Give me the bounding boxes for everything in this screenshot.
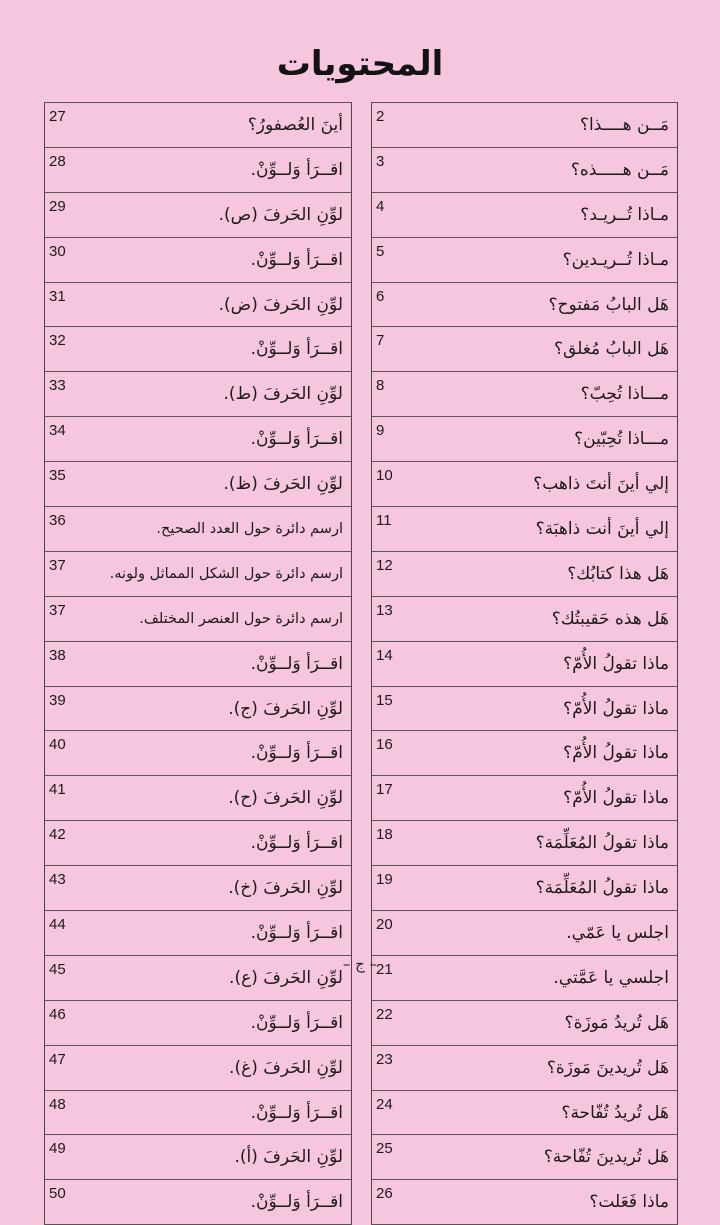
toc-page-number: 19 bbox=[372, 866, 413, 911]
toc-page-number: 23 bbox=[372, 1045, 413, 1090]
toc-row bbox=[45, 147, 352, 192]
toc-entry-title: لوِّنِ الحَرفَ (ع). bbox=[85, 955, 352, 1000]
toc-row bbox=[372, 686, 678, 731]
toc-entry-title: ماذا تقولُ المُعَلِّمَة؟ bbox=[412, 866, 678, 911]
toc-row bbox=[372, 911, 678, 956]
toc-entry-title: مـاذا تُــريـدين؟ bbox=[412, 237, 678, 282]
toc-entry-title: اقــرَأ وَلــوِّنْ. bbox=[85, 147, 352, 192]
toc-page-number: 49 bbox=[45, 1135, 86, 1180]
toc-entry-title: ماذا تقولُ الأُمّ؟ bbox=[412, 686, 678, 731]
toc-page-number: 22 bbox=[372, 1000, 413, 1045]
toc-row bbox=[45, 1135, 352, 1180]
toc-entry-title: هَل هذا كتابُك؟ bbox=[412, 551, 678, 596]
toc-entry-title: هَل هذه حَقيبتُك؟ bbox=[412, 596, 678, 641]
toc-entry-title: اقــرَأ وَلــوِّنْ. bbox=[85, 1180, 352, 1225]
toc-page-number: 47 bbox=[45, 1045, 86, 1090]
toc-page-number: 12 bbox=[372, 551, 413, 596]
toc-table-left bbox=[44, 102, 352, 1225]
toc-entry-title: اقــرَأ وَلــوِّنْ. bbox=[85, 641, 352, 686]
toc-row bbox=[45, 731, 352, 776]
toc-row bbox=[45, 192, 352, 237]
toc-row bbox=[45, 776, 352, 821]
toc-row bbox=[372, 417, 678, 462]
toc-page-number: 21 bbox=[372, 955, 413, 1000]
page-title: المحتويات bbox=[276, 44, 444, 84]
toc-entry-title: اقــرَأ وَلــوِّنْ. bbox=[85, 731, 352, 776]
toc-entry-title: إلي أينَ أنت ذاهبَة؟ bbox=[412, 507, 678, 552]
toc-page-number: 43 bbox=[45, 866, 86, 911]
toc-page-number: 40 bbox=[45, 731, 86, 776]
toc-page-number: 45 bbox=[45, 955, 86, 1000]
toc-row bbox=[372, 147, 678, 192]
toc-entry-title: هَل البابُ مُغلق؟ bbox=[412, 327, 678, 372]
toc-page-number: 33 bbox=[45, 372, 86, 417]
toc-row bbox=[45, 866, 352, 911]
toc-page-number: 37 bbox=[45, 596, 86, 641]
toc-entry-title: اقــرَأ وَلــوِّنْ. bbox=[85, 327, 352, 372]
toc-row bbox=[372, 641, 678, 686]
toc-page-number: 7 bbox=[372, 327, 413, 372]
toc-page-number: 14 bbox=[372, 641, 413, 686]
toc-row bbox=[45, 417, 352, 462]
toc-entry-title: مـــاذا تُحِبّين؟ bbox=[412, 417, 678, 462]
toc-entry-title: لوِّنِ الحَرفَ (ط). bbox=[85, 372, 352, 417]
toc-entry-title: لوِّنِ الحَرفَ (أ). bbox=[85, 1135, 352, 1180]
toc-page-number: 25 bbox=[372, 1135, 413, 1180]
toc-row bbox=[372, 776, 678, 821]
toc-entry-title: ارسم دائرة حول العنصر المختلف. bbox=[85, 596, 352, 641]
toc-row bbox=[372, 1135, 678, 1180]
toc-entry-title: مـــاذا تُحِبّ؟ bbox=[412, 372, 678, 417]
page-number-footer: – ج – bbox=[342, 955, 378, 973]
toc-page-number: 36 bbox=[45, 507, 86, 552]
toc-entry-title: اجلسي يا عَمَّتي. bbox=[412, 955, 678, 1000]
toc-entry-title: اقــرَأ وَلــوِّنْ. bbox=[85, 821, 352, 866]
toc-row bbox=[45, 686, 352, 731]
toc-page-number: 37 bbox=[45, 551, 86, 596]
toc-entry-title: أينَ العُصفورُ؟ bbox=[85, 103, 352, 148]
toc-entry-title: إلي أينَ أنتَ ذاهب؟ bbox=[412, 462, 678, 507]
toc-row bbox=[372, 237, 678, 282]
toc-entry-title: ماذا فَعَلت؟ bbox=[412, 1180, 678, 1225]
toc-entry-title: اجلس يا عَمّي. bbox=[412, 911, 678, 956]
toc-row bbox=[45, 237, 352, 282]
toc-row bbox=[372, 1090, 678, 1135]
toc-page-number: 15 bbox=[372, 686, 413, 731]
toc-row bbox=[45, 1180, 352, 1225]
toc-entry-title: لوِّنِ الحَرفَ (ض). bbox=[85, 282, 352, 327]
toc-row bbox=[45, 911, 352, 956]
toc-entry-title: مـاذا تُــريـد؟ bbox=[412, 192, 678, 237]
toc-entry-title: اقــرَأ وَلــوِّنْ. bbox=[85, 1090, 352, 1135]
toc-entry-title: لوِّنِ الحَرفَ (خ). bbox=[85, 866, 352, 911]
toc-page-number: 9 bbox=[372, 417, 413, 462]
toc-entry-title: لوِّنِ الحَرفَ (غ). bbox=[85, 1045, 352, 1090]
toc-row bbox=[372, 866, 678, 911]
toc-entry-title: ماذا تقولُ الأُمّ؟ bbox=[412, 776, 678, 821]
toc-entry-title: مَــن هـــــذه؟ bbox=[412, 147, 678, 192]
toc-row bbox=[372, 282, 678, 327]
toc-entry-title: مَــن هــــذا؟ bbox=[412, 103, 678, 148]
toc-page-number: 38 bbox=[45, 641, 86, 686]
toc-row bbox=[45, 1045, 352, 1090]
toc-page-number: 32 bbox=[45, 327, 86, 372]
toc-row bbox=[45, 282, 352, 327]
toc-entry-title: هَل تُريدُ مَوزَة؟ bbox=[412, 1000, 678, 1045]
toc-row bbox=[45, 1000, 352, 1045]
toc-row bbox=[45, 641, 352, 686]
toc-entry-title: اقــرَأ وَلــوِّنْ. bbox=[85, 417, 352, 462]
toc-row bbox=[372, 103, 678, 148]
toc-page-number: 26 bbox=[372, 1180, 413, 1225]
toc-entry-title: لوِّنِ الحَرفَ (ص). bbox=[85, 192, 352, 237]
toc-page-number: 29 bbox=[45, 192, 86, 237]
toc-row bbox=[372, 1045, 678, 1090]
toc-row bbox=[372, 1180, 678, 1225]
toc-row bbox=[372, 596, 678, 641]
toc-entry-title: ارسم دائرة حول العدد الصحيح. bbox=[85, 507, 352, 552]
toc-page-number: 34 bbox=[45, 417, 86, 462]
toc-entry-title: هَل تُريدُ تُفّاحة؟ bbox=[412, 1090, 678, 1135]
toc-entry-title: اقــرَأ وَلــوِّنْ. bbox=[85, 911, 352, 956]
toc-row bbox=[45, 327, 352, 372]
toc-entry-title: هَل البابُ مَفتوح؟ bbox=[412, 282, 678, 327]
toc-row bbox=[372, 1000, 678, 1045]
toc-page-number: 28 bbox=[45, 147, 86, 192]
toc-page-number: 31 bbox=[45, 282, 86, 327]
toc-entry-title: اقــرَأ وَلــوِّنْ. bbox=[85, 1000, 352, 1045]
toc-page-number: 16 bbox=[372, 731, 413, 776]
toc-row bbox=[45, 507, 352, 552]
toc-page-number: 27 bbox=[45, 103, 86, 148]
toc-page-number: 44 bbox=[45, 911, 86, 956]
toc-table-right bbox=[371, 102, 678, 1225]
toc-row bbox=[372, 551, 678, 596]
toc-row bbox=[372, 372, 678, 417]
toc-entry-title: ماذا تقولُ الأُمّ؟ bbox=[412, 641, 678, 686]
toc-page-number: 3 bbox=[372, 147, 413, 192]
toc-page-number: 11 bbox=[372, 507, 413, 552]
toc-entry-title: ماذا تقولُ الأُمّ؟ bbox=[412, 731, 678, 776]
toc-page-number: 10 bbox=[372, 462, 413, 507]
toc-row bbox=[372, 327, 678, 372]
toc-entry-title: هَل تُريدينَ مَوزَة؟ bbox=[412, 1045, 678, 1090]
toc-row bbox=[45, 103, 352, 148]
toc-row bbox=[45, 462, 352, 507]
toc-page-number: 8 bbox=[372, 372, 413, 417]
toc-page-number: 5 bbox=[372, 237, 413, 282]
toc-page-number: 24 bbox=[372, 1090, 413, 1135]
toc-row bbox=[45, 1090, 352, 1135]
toc-row bbox=[45, 372, 352, 417]
toc-row bbox=[45, 551, 352, 596]
toc-row bbox=[372, 731, 678, 776]
toc-entry-title: ارسم دائرة حول الشكل المماثل ولونه. bbox=[85, 551, 352, 596]
toc-page-number: 42 bbox=[45, 821, 86, 866]
toc-row bbox=[372, 462, 678, 507]
toc-page-number: 35 bbox=[45, 462, 86, 507]
toc-row bbox=[45, 821, 352, 866]
toc-page-number: 6 bbox=[372, 282, 413, 327]
toc-page-number: 48 bbox=[45, 1090, 86, 1135]
toc-page-number: 2 bbox=[372, 103, 413, 148]
toc-entry-title: لوِّنِ الحَرفَ (ج). bbox=[85, 686, 352, 731]
toc-page-number: 30 bbox=[45, 237, 86, 282]
toc-entry-title: ماذا تقولُ المُعَلِّمَة؟ bbox=[412, 821, 678, 866]
toc-entry-title: لوِّنِ الحَرفَ (ظ). bbox=[85, 462, 352, 507]
toc-page-number: 46 bbox=[45, 1000, 86, 1045]
toc-page-number: 41 bbox=[45, 776, 86, 821]
toc-row bbox=[45, 596, 352, 641]
toc-page-number: 39 bbox=[45, 686, 86, 731]
toc-page-number: 18 bbox=[372, 821, 413, 866]
toc-page-number: 13 bbox=[372, 596, 413, 641]
toc-entry-title: هَل تُريدينَ تُفّاحة؟ bbox=[412, 1135, 678, 1180]
toc-page-number: 20 bbox=[372, 911, 413, 956]
toc-page-number: 4 bbox=[372, 192, 413, 237]
toc-row bbox=[372, 192, 678, 237]
toc-entry-title: لوِّنِ الحَرفَ (ح). bbox=[85, 776, 352, 821]
toc-page-number: 50 bbox=[45, 1180, 86, 1225]
toc-row bbox=[372, 507, 678, 552]
toc-entry-title: اقــرَأ وَلــوِّنْ. bbox=[85, 237, 352, 282]
toc-page-number: 17 bbox=[372, 776, 413, 821]
toc-row bbox=[372, 821, 678, 866]
